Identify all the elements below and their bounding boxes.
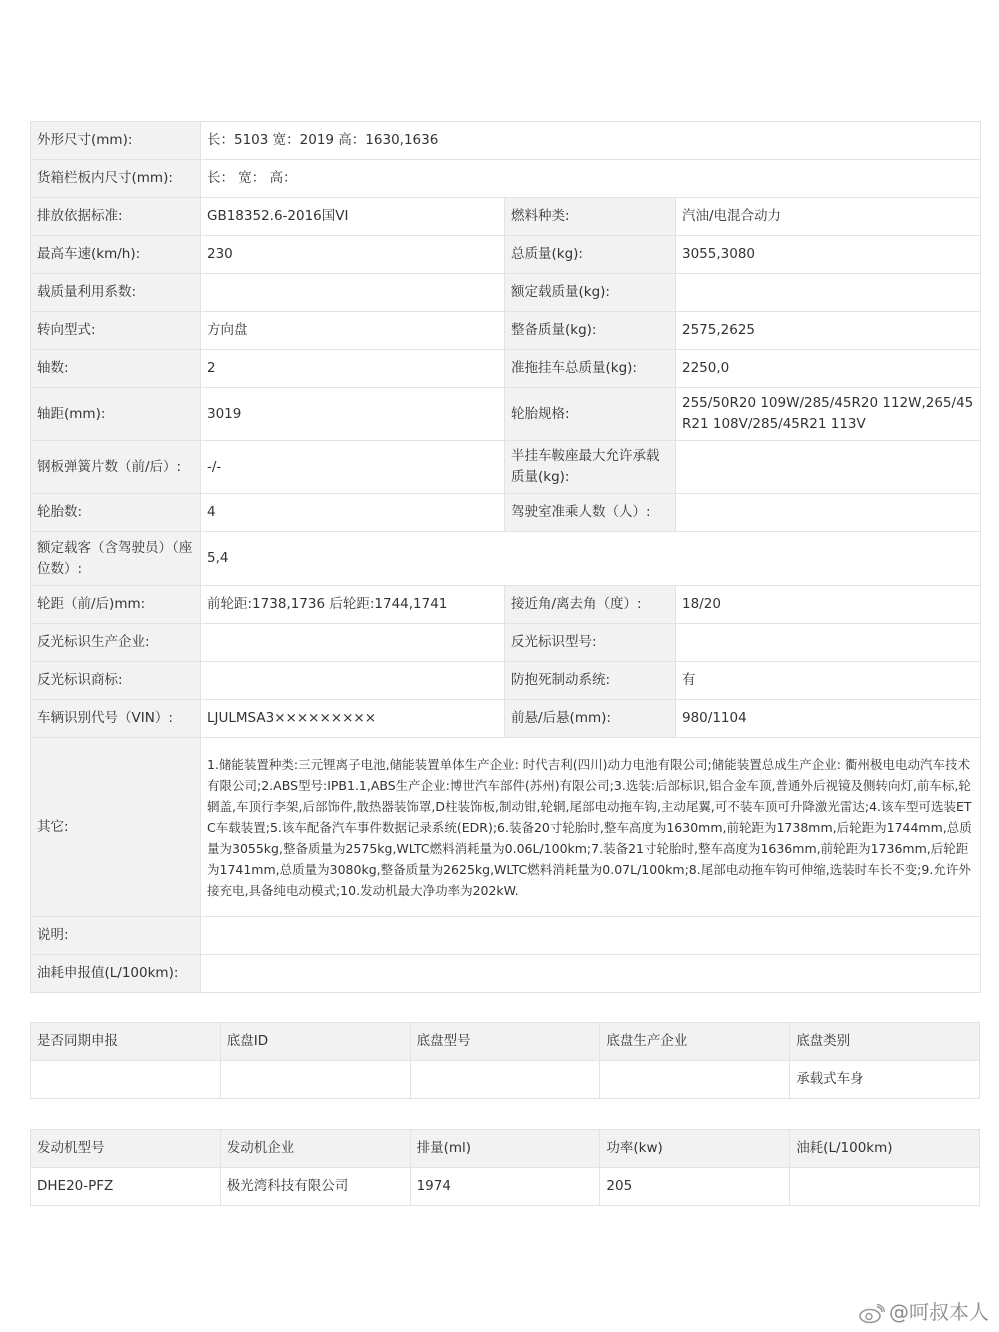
spec-row-abs — [31, 662, 981, 700]
spec-row-speed — [31, 236, 981, 274]
chassis-header-cell: 是否同期申报 — [31, 1023, 221, 1061]
steering-value: 方向盘 — [201, 312, 505, 350]
fuel-value: 汽油/电混合动力 — [676, 198, 981, 236]
watermark-text: @呵叔本人 — [889, 1300, 989, 1324]
trailer-label: 准拖挂车总质量(kg): — [505, 350, 676, 388]
engine-cell: 极光湾科技有限公司 — [220, 1168, 410, 1206]
wheelbase-label: 轴距(mm): — [31, 388, 201, 441]
emission-label: 排放依据标准: — [31, 198, 201, 236]
engine-table — [30, 1129, 980, 1206]
cab-label: 驾驶室准乘人数（人）: — [505, 494, 676, 532]
desc-value — [201, 917, 981, 955]
overhang-value: 980/1104 — [676, 700, 981, 738]
rated-load-label: 额定载质量(kg): — [505, 274, 676, 312]
engine-cell: DHE20-PFZ — [31, 1168, 221, 1206]
passengers-value: 5,4 — [201, 532, 981, 586]
wheelbase-value: 3019 — [201, 388, 505, 441]
reflect-model-label: 反光标识型号: — [505, 624, 676, 662]
fuel-report-value — [201, 955, 981, 993]
track-label: 轮距（前/后)mm: — [31, 586, 201, 624]
dims-value: 长：5103 宽：2019 高：1630,1636 — [201, 122, 981, 160]
cargo-label: 货箱栏板内尺寸(mm): — [31, 160, 201, 198]
reflect-brand-value — [201, 662, 505, 700]
spec-table — [30, 121, 981, 993]
semi-value — [676, 441, 981, 494]
other-label: 其它: — [31, 738, 201, 917]
spec-row-wheelbase — [31, 388, 981, 441]
vin-value: LJULMSA3××××××××× — [201, 700, 505, 738]
rated-load-value — [676, 274, 981, 312]
spec-row-desc — [31, 917, 981, 955]
chassis-cell — [220, 1061, 410, 1099]
engine-data-row — [31, 1168, 980, 1206]
engine-header-cell: 油耗(L/100km) — [790, 1130, 980, 1168]
spec-row-cargo — [31, 160, 981, 198]
spring-label: 钢板弹簧片数（前/后）: — [31, 441, 201, 494]
spec-row-vin — [31, 700, 981, 738]
cab-value — [676, 494, 981, 532]
curb-label: 整备质量(kg): — [505, 312, 676, 350]
speed-label: 最高车速(km/h): — [31, 236, 201, 274]
reflect-maker-value — [201, 624, 505, 662]
track-value: 前轮距:1738,1736 后轮距:1744,1741 — [201, 586, 505, 624]
overhang-label: 前悬/后悬(mm): — [505, 700, 676, 738]
chassis-table — [30, 1022, 980, 1099]
spec-row-dims — [31, 122, 981, 160]
abs-label: 防抱死制动系统: — [505, 662, 676, 700]
spec-row-passengers — [31, 532, 981, 586]
load-coef-label: 载质量利用系数: — [31, 274, 201, 312]
angle-label: 接近角/离去角（度）: — [505, 586, 676, 624]
axles-value: 2 — [201, 350, 505, 388]
chassis-data-row — [31, 1061, 980, 1099]
spec-row-reflect — [31, 624, 981, 662]
spec-row-emission — [31, 198, 981, 236]
tire-spec-value: 255/50R20 109W/285/45R20 112W,265/45R21 108V/285/45R21 113V — [676, 388, 981, 441]
tire-spec-label: 轮胎规格: — [505, 388, 676, 441]
engine-cell — [790, 1168, 980, 1206]
emission-value: GB18352.6-2016国VI — [201, 198, 505, 236]
chassis-header-cell: 底盘类别 — [790, 1023, 980, 1061]
chassis-cell — [31, 1061, 221, 1099]
spec-row-steering — [31, 312, 981, 350]
fuel-label: 燃料种类: — [505, 198, 676, 236]
engine-cell: 205 — [600, 1168, 790, 1206]
reflect-brand-label: 反光标识商标: — [31, 662, 201, 700]
total-mass-value: 3055,3080 — [676, 236, 981, 274]
vin-label: 车辆识别代号（VIN）: — [31, 700, 201, 738]
chassis-header-cell: 底盘生产企业 — [600, 1023, 790, 1061]
semi-label: 半挂车鞍座最大允许承载质量(kg): — [505, 441, 676, 494]
tires-label: 轮胎数: — [31, 494, 201, 532]
spring-value: -/- — [201, 441, 505, 494]
reflect-maker-label: 反光标识生产企业: — [31, 624, 201, 662]
desc-label: 说明: — [31, 917, 201, 955]
engine-header-cell: 排量(ml) — [410, 1130, 600, 1168]
chassis-cell — [600, 1061, 790, 1099]
reflect-model-value — [676, 624, 981, 662]
spec-row-axles — [31, 350, 981, 388]
dims-label: 外形尺寸(mm): — [31, 122, 201, 160]
abs-value: 有 — [676, 662, 981, 700]
load-coef-value — [201, 274, 505, 312]
spec-row-track — [31, 586, 981, 624]
engine-header-cell: 发动机企业 — [220, 1130, 410, 1168]
chassis-cell — [410, 1061, 600, 1099]
spec-row-tires — [31, 494, 981, 532]
spec-row-spring — [31, 441, 981, 494]
angle-value: 18/20 — [676, 586, 981, 624]
watermark — [859, 1296, 989, 1325]
chassis-cell: 承载式车身 — [790, 1061, 980, 1099]
spec-row-load — [31, 274, 981, 312]
trailer-value: 2250,0 — [676, 350, 981, 388]
engine-header-cell: 功率(kw) — [600, 1130, 790, 1168]
spec-row-other — [31, 738, 981, 917]
spec-row-fuel-report — [31, 955, 981, 993]
curb-value: 2575,2625 — [676, 312, 981, 350]
axles-label: 轴数: — [31, 350, 201, 388]
speed-value: 230 — [201, 236, 505, 274]
passengers-label: 额定载客（含驾驶员）（座位数）: — [31, 532, 201, 586]
steering-label: 转向型式: — [31, 312, 201, 350]
tires-value: 4 — [201, 494, 505, 532]
other-value: 1.储能装置种类:三元锂离子电池,储能装置单体生产企业: 时代吉利(四川)动力电池有限公司;储能装置总成生产企业: 衢州极电电动汽车技术有限公司;2.ABS型号:IPB1.1,ABS生产企业:博世汽车部件(苏州)有限公司;3.选装:后部标识,铝合金车顶,普通外后视镜及侧转向灯,前车标,轮辋盖,车顶行李架,后部饰件,散热器装饰罩,D柱装饰板,制动钳,轮辋,尾部电动拖车钩,主动尾翼,可不装车顶可升降激光雷达;4.该车型可选装ETC车载装置;5.该车配备汽车事件数据记录系统(EDR);6.装备20寸轮胎时,整车高度为1630mm,前轮距为1738mm,后轮距为1744mm,总质量为3055kg,整备质量为2575kg,WLTC燃料消耗量为0.06L/100km;7.装备21寸轮胎时,整车高度为1636mm,前轮距为1736mm,后轮距为1741mm,总质量为3080kg,整备质量为2625kg,WLTC燃料消耗量为0.07L/100km;8.尾部电动拖车钩可伸缩,选装时车长不变;9.允许外接充电,具备纯电动模式;10.发动机最大净功率为202kW. — [201, 738, 981, 917]
chassis-header-cell: 底盘ID — [220, 1023, 410, 1061]
engine-header-row — [31, 1130, 980, 1168]
chassis-header-row — [31, 1023, 980, 1061]
weibo-icon — [859, 1304, 885, 1324]
engine-header-cell: 发动机型号 — [31, 1130, 221, 1168]
chassis-header-cell: 底盘型号 — [410, 1023, 600, 1061]
total-mass-label: 总质量(kg): — [505, 236, 676, 274]
cargo-value: 长： 宽： 高： — [201, 160, 981, 198]
fuel-report-label: 油耗申报值(L/100km): — [31, 955, 201, 993]
engine-cell: 1974 — [410, 1168, 600, 1206]
